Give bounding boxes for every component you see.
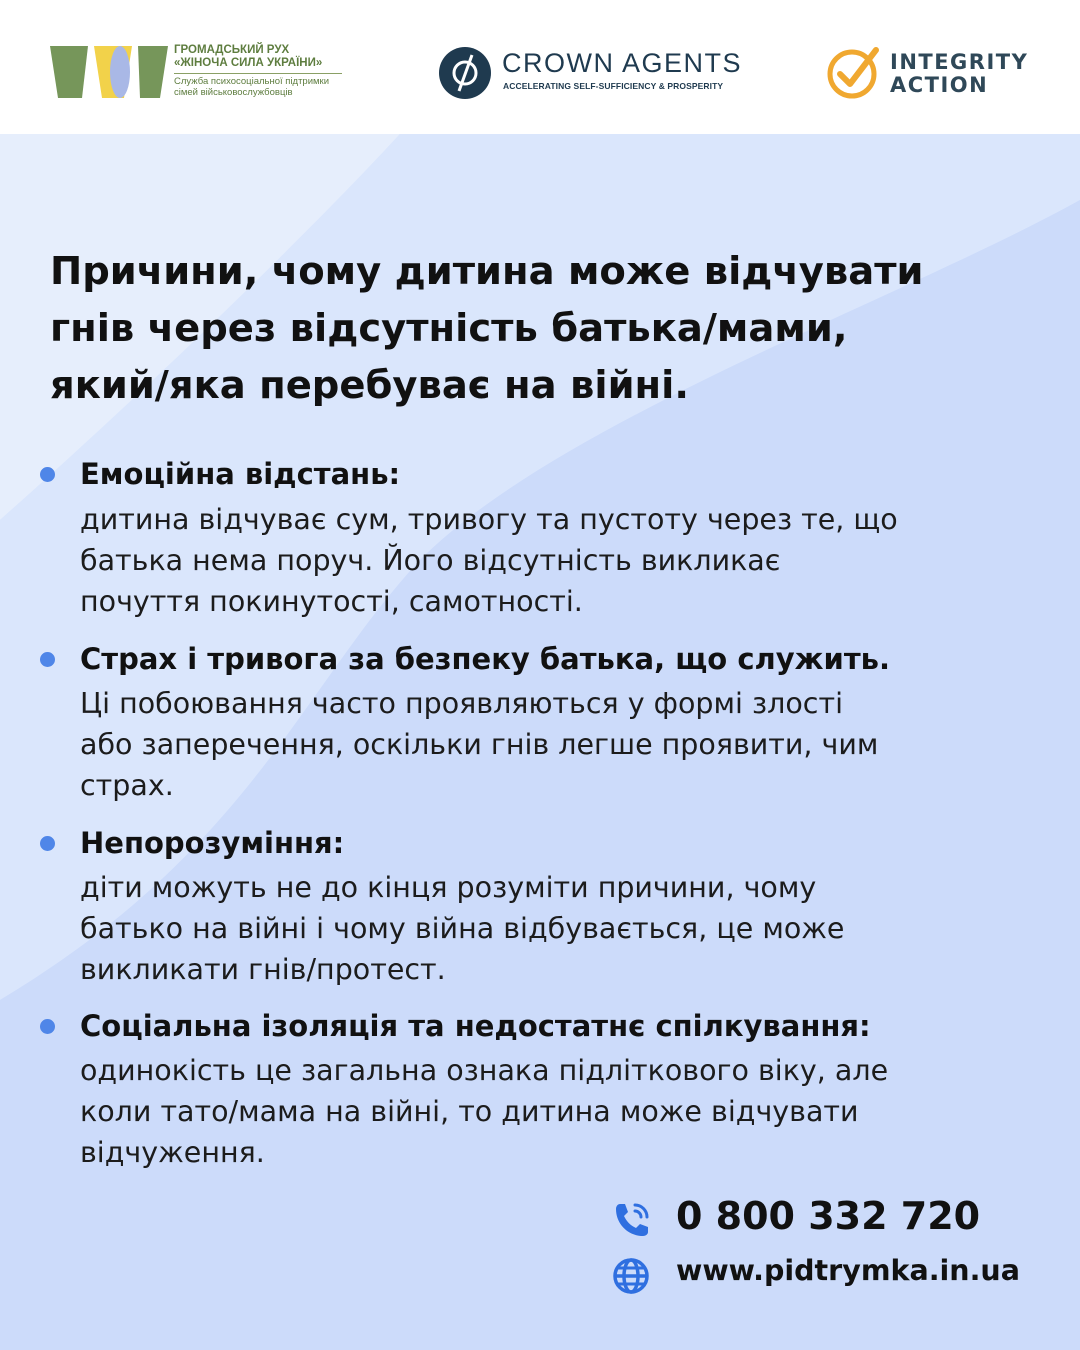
item-body-line: страх. (80, 769, 174, 802)
item-body-line: батько на війні і чому війна відбувається, це може (80, 912, 845, 945)
item-body-line: батька нема поруч. Його відсутність викликає (80, 544, 781, 577)
item-body-line: коли тато/мама на війні, то дитина може відчувати (80, 1095, 859, 1128)
item-body (80, 1050, 888, 1173)
item-body-line: діти можуть не до кінця розуміти причини, чому (80, 871, 817, 904)
zhinocha-line1: ГРОМАДСЬКИЙ РУХ (174, 44, 290, 56)
item-body-line: Ці побоювання часто проявляються у формі злості (80, 687, 844, 720)
integrity-line1: INTEGRITY (890, 50, 1029, 74)
item-body (80, 867, 844, 990)
phone-number[interactable]: 0 800 332 720 (676, 1194, 981, 1238)
zhinocha-sub1: Служба психосоціальної підтримки (174, 76, 330, 87)
item-body-line: викликати гнів/протест. (80, 953, 446, 986)
title-line: який/яка перебуває на війні. (50, 363, 689, 408)
integrity-action-logo (826, 44, 1046, 100)
item-heading: Емоційна відстань: (80, 457, 401, 491)
zhinocha-syla-logo (46, 42, 356, 102)
item-body-line: відчуження. (80, 1136, 265, 1169)
item-body-line: почуття покинутості, самотності. (80, 585, 583, 618)
globe-icon (612, 1257, 650, 1295)
item-body-line: дитина відчуває сум, тривогу та пустоту через те, що (80, 503, 898, 536)
bullet-dot (40, 1019, 55, 1034)
logo-divider (174, 73, 342, 74)
item-body (80, 683, 878, 806)
title-line: гнів через відсутність батька/мами, (50, 306, 848, 351)
website-link[interactable]: www.pidtrymka.in.ua (676, 1254, 1020, 1287)
crown-agents-logo (438, 46, 743, 100)
crown-agents-name: CROWN AGENTS (502, 48, 743, 78)
bullet-dot (40, 652, 55, 667)
stripes-logo-icon (46, 42, 170, 102)
item-heading: Соціальна ізоляція та недостатнє спілкування: (80, 1009, 871, 1043)
bullet-dot (40, 836, 55, 851)
item-body-line: або заперечення, оскільки гнів легше проявити, чим (80, 728, 879, 761)
phone-icon (612, 1200, 652, 1240)
integrity-line2: ACTION (890, 73, 989, 97)
zhinocha-line2: «ЖІНОЧА СИЛА УКРАЇНИ» (174, 57, 323, 69)
crown-agents-tagline: ACCELERATING SELF-SUFFICIENCY & PROSPERITY (503, 81, 724, 91)
item-heading: Страх і тривога за безпеку батька, що служить. (80, 642, 890, 676)
crown-agents-circle-icon (438, 46, 492, 100)
checkmark-circle-icon (826, 44, 882, 100)
item-body (80, 499, 898, 622)
bullet-dot (40, 467, 55, 482)
zhinocha-sub2: сімей військовослужбовців (174, 87, 293, 98)
title-line: Причини, чому дитина може відчувати (50, 249, 924, 294)
item-body-line: одинокість це загальна ознака підліткового віку, але (80, 1054, 889, 1087)
item-heading: Непорозуміння: (80, 826, 345, 860)
page-title (50, 243, 1040, 414)
header-bar (0, 0, 1080, 134)
